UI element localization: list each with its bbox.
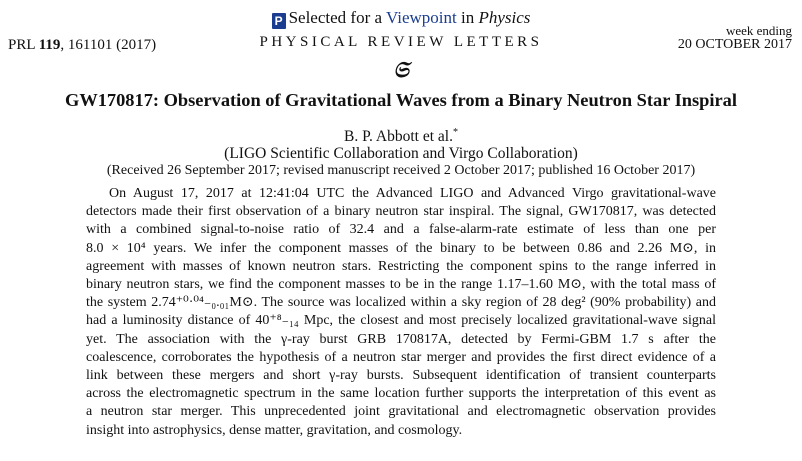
authors-names: B. P. Abbott et al. bbox=[344, 128, 453, 146]
abstract-line: link between these mergers and short γ-ray bursts. Subsequent identification of transient counterparts bbox=[86, 368, 716, 384]
article-title: GW170817: Observation of Gravitational Waves from a Binary Neutron Star Inspiral bbox=[65, 90, 737, 110]
week-ending bbox=[678, 24, 792, 52]
abstract-line: a neutron star merger. This unprecedented joint gravitational and electromagnetic observation provides bbox=[86, 404, 716, 420]
week-ending-label: week ending bbox=[725, 23, 792, 38]
journal-name: PHYSICAL REVIEW LETTERS bbox=[259, 34, 543, 50]
abstract-line: across the electromagnetic spectrum in the same location further supports the interpretation of this event as bbox=[86, 386, 716, 402]
abstract-line: agreement with masses of known neutron stars. Restricting the component spins to the range inferred in bbox=[86, 258, 716, 274]
abstract-line: yet. The association with the γ-ray burst GRB 170817A, detected by Fermi-GBM 1.7 s after the bbox=[86, 331, 716, 347]
received-dates: (Received 26 September 2017; revised manuscript received 2 October 2017; published 16 October 2017) bbox=[106, 163, 696, 178]
collaboration: (LIGO Scientific Collaboration and Virgo Collaboration) bbox=[224, 145, 578, 162]
abstract bbox=[86, 185, 716, 440]
abstract-line: 8.0 × 10⁴ years. We infer the component masses of the binary to be between 0.86 and 2.26 M⊙, in bbox=[86, 240, 716, 256]
abstract-line: detectors made their first observation of a binary neutron star inspiral. The signal, GW170817, was detected bbox=[86, 204, 716, 220]
citation-volume: 119 bbox=[38, 37, 61, 53]
viewpoint-link[interactable]: Viewpoint bbox=[385, 8, 457, 27]
abstract-line: binary neutron stars, we find the component masses to be in the range 1.17–1.60 M⊙, with the total mass of bbox=[86, 277, 716, 293]
abstract-line: with a combined signal-to-noise ratio of 32.4 and a false-alarm-rate estimate of less than one per bbox=[86, 222, 716, 238]
abstract-line: insight into astrophysics, dense matter, gravitation, and cosmology. bbox=[86, 422, 463, 438]
editors-suggestion-icon: 𝔖 bbox=[393, 57, 409, 82]
abstract-line: On August 17, 2017 at 12:41:04 UTC the Advanced LIGO and Advanced Virgo gravitational-wave bbox=[109, 186, 716, 201]
authors[interactable] bbox=[0, 123, 802, 146]
citation-prefix: PRL bbox=[8, 37, 39, 53]
viewpoint-prefix: Selected for a bbox=[288, 8, 386, 27]
abstract-line: the system 2.74⁺⁰·⁰⁴₋₀.₀₁M⊙. The source was localized within a sky region of 28 deg² (90% probability) and bbox=[86, 295, 716, 311]
viewpoint-mid: in bbox=[456, 8, 479, 27]
citation-suffix: , 161101 (2017) bbox=[60, 37, 157, 53]
abstract-line: coalescence, corroborates the hypothesis of a neutron star merger and provides the first direct evidence of a bbox=[86, 349, 716, 365]
physics-logo-icon: P bbox=[272, 13, 286, 29]
week-ending-date: 20 OCTOBER 2017 bbox=[677, 37, 792, 52]
viewpoint-journal: Physics bbox=[478, 8, 531, 27]
abstract-line: had a luminosity distance of 40⁺⁸₋₁₄ Mpc, the closest and most precisely localized gravitational-wave signal bbox=[86, 313, 716, 329]
authors-footnote-mark[interactable]: * bbox=[452, 127, 458, 138]
